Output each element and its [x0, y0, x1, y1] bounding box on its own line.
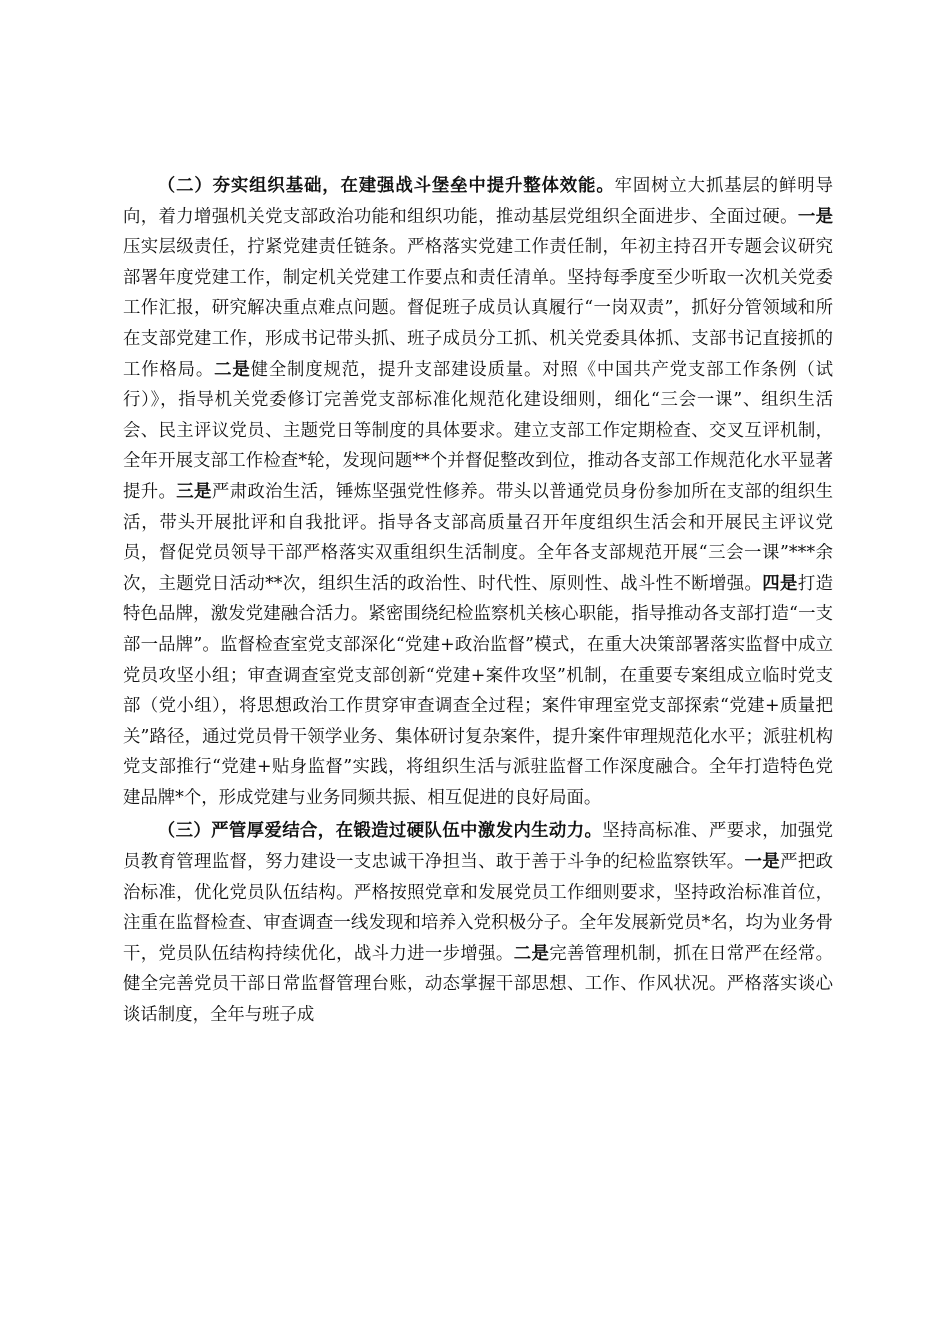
point-label: 一是 — [744, 852, 781, 873]
paragraph-section-2 — [123, 171, 833, 813]
point-label: 四是 — [762, 573, 798, 594]
point-label: 二是 — [513, 943, 550, 964]
section-3-heading: （三）严管厚爱结合，在锻造过硬队伍中激发内生动力。 — [157, 821, 603, 842]
document-body — [123, 171, 833, 1034]
point-text: 压实层级责任，拧紧党建责任链条。严格落实党建工作责任制，年初主持召开专题会议研究部署年度党建工作，制定机关党建工作要点和责任清单。坚持每季度至少听取一次机关党委工作汇报，研究解决重点难点问题。督促班子成员认真履行“一岗双责”，抓好分管领域和所在支部党建工作，形成书记带头抓、班子成员分工抓、机关党委具体抓、支部书记直接抓的工作格局。 — [123, 237, 833, 380]
point-text: 打造特色品牌，激发党建融合活力。紧密围绕纪检监察机关核心职能，指导推动各支部打造“一支部一品牌”。监督检查室党支部深化“党建+政治监督”模式，在重大决策部署落实监督中成立党员攻坚小组；审查调查室党支部创新“党建+案件攻坚”机制，在重要专案组成立临时党支部（党小组），将思想政治工作贯穿审查调查全过程；案件审理室党支部探索“党建+质量把关”路径，通过党员骨干领学业务、集体研讨复杂案件，提升案件审理规范化水平；派驻机构党支部推行“党建+贴身监督”实践，将组织生活与派驻监督工作深度融合。全年打造特色党建品牌*个，形成党建与业务同频共振、相互促进的良好局面。 — [123, 573, 833, 808]
point-text: 严把政治标准，优化党员队伍结构。严格按照党章和发展党员工作细则要求，坚持政治标准首位，注重在监督检查、审查调查一线发现和培养入党积极分子。全年发展新党员*名，均为业务骨干，党员队伍结构持续优化，战斗力进一步增强。 — [123, 852, 833, 964]
point-text: 完善管理机制，抓在日常严在经常。健全完善党员干部日常监督管理台账，动态掌握干部思想、工作、作风状况。严格落实谈心谈话制度，全年与班子成 — [123, 943, 833, 1026]
point-label: 一是 — [797, 206, 833, 227]
point-text: 严肃政治生活，锤炼坚强党性修养。带头以普通党员身份参加所在支部的组织生活，带头开展批评和自我批评。指导各支部高质量召开年度组织生活会和开展民主评议党员，督促党员领导干部严格落实双重组织生活制度。全年各支部规范开展“三会一课”***余次，主题党日活动**次，组织生活的政治性、时代性、原则性、战斗性不断增强。 — [123, 481, 833, 594]
point-label: 三是 — [176, 481, 212, 502]
section-2-intro: 牢固树立大抓基层的鲜明导向，着力增强机关党支部政治功能和组织功能，推动基层党组织全面进步、全面过硬。 — [123, 176, 833, 227]
point-text: 健全制度规范，提升支部建设质量。对照《中国共产党支部工作条例（试行）》，指导机关党委修订完善党支部标准化规范化建设细则，细化“三会一课”、组织生活会、民主评议党员、主题党日等制度的具体要求。建立支部工作定期检查、交叉互评机制，全年开展支部工作检查*轮，发现问题**个并督促整改到位，推动各支部工作规范化水平显著提升。 — [123, 359, 833, 502]
paragraph-section-3 — [123, 816, 833, 1030]
point-label: 二是 — [214, 359, 251, 380]
section-3-intro: 坚持高标准、严要求，加强党员教育管理监督，努力建设一支忠诚干净担当、敢于善于斗争的纪检监察铁军。 — [123, 821, 833, 873]
section-2-heading: （二）夯实组织基础，在建强战斗堡垒中提升整体效能。 — [157, 176, 615, 196]
